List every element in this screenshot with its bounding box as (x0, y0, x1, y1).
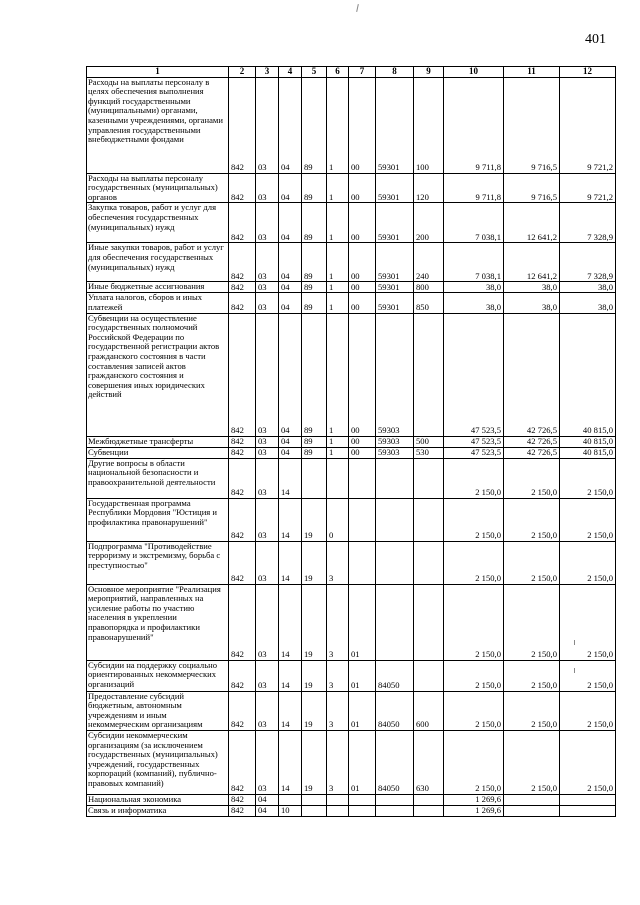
cell-program: 19 (302, 730, 327, 794)
cell-subsection: 14 (279, 730, 302, 794)
cell-event (349, 794, 376, 805)
cell-amount-year2: 12 641,2 (504, 203, 560, 243)
cell-name: Закупка товаров, работ и услуг для обеспечения государственных (муниципальных) нужд (87, 203, 229, 243)
cell-name: Субвенции (87, 447, 229, 458)
cell-amount-year3: 38,0 (560, 293, 616, 313)
cell-section: 03 (256, 730, 279, 794)
col-header: 2 (229, 67, 256, 78)
cell-event: 00 (349, 243, 376, 282)
cell-section: 03 (256, 173, 279, 203)
cell-amount-year1: 2 150,0 (444, 691, 504, 730)
page-number: 401 (585, 32, 606, 47)
cell-amount-year1: 9 711,8 (444, 77, 504, 173)
cell-amount-year2: 2 150,0 (504, 458, 560, 498)
cell-event (349, 458, 376, 498)
cell-amount-year2: 42 726,5 (504, 447, 560, 458)
cell-program: 89 (302, 203, 327, 243)
cell-amount-year2: 38,0 (504, 293, 560, 313)
table-row (87, 203, 616, 243)
cell-direction (376, 584, 414, 660)
cell-amount-year2: 12 641,2 (504, 243, 560, 282)
cell-subprogram: 1 (327, 293, 349, 313)
cell-ministry: 842 (229, 173, 256, 203)
table-row (87, 498, 616, 541)
cell-expense-type: 800 (414, 282, 444, 293)
cell-direction (376, 794, 414, 805)
cell-event: 00 (349, 77, 376, 173)
cell-event (349, 541, 376, 584)
cell-direction: 84050 (376, 730, 414, 794)
cell-program: 19 (302, 691, 327, 730)
table-row (87, 691, 616, 730)
cell-subprogram: 0 (327, 498, 349, 541)
cell-section: 03 (256, 203, 279, 243)
table-row (87, 584, 616, 660)
col-header: 1 (87, 67, 229, 78)
cell-amount-year1: 2 150,0 (444, 498, 504, 541)
cell-program: 89 (302, 436, 327, 447)
cell-amount-year2: 9 716,5 (504, 173, 560, 203)
cell-amount-year2: 2 150,0 (504, 541, 560, 584)
cell-ministry: 842 (229, 584, 256, 660)
cell-section: 04 (256, 805, 279, 816)
cell-ministry: 842 (229, 77, 256, 173)
cell-amount-year2: 42 726,5 (504, 313, 560, 436)
cell-section: 03 (256, 77, 279, 173)
cell-amount-year3: 7 328,9 (560, 243, 616, 282)
cell-ministry: 842 (229, 805, 256, 816)
cell-expense-type: 530 (414, 447, 444, 458)
cell-direction: 59301 (376, 243, 414, 282)
cell-name: Связь и информатика (87, 805, 229, 816)
cell-amount-year1: 9 711,8 (444, 173, 504, 203)
cell-amount-year3: 2 150,0 (560, 498, 616, 541)
cell-expense-type (414, 458, 444, 498)
cell-event (349, 498, 376, 541)
cell-section: 03 (256, 436, 279, 447)
cell-subsection: 04 (279, 282, 302, 293)
cell-amount-year1: 38,0 (444, 293, 504, 313)
cell-ministry: 842 (229, 498, 256, 541)
cell-direction: 59301 (376, 77, 414, 173)
cell-amount-year1: 47 523,5 (444, 436, 504, 447)
cell-direction: 59301 (376, 293, 414, 313)
cell-amount-year2: 2 150,0 (504, 660, 560, 691)
cell-direction: 59303 (376, 313, 414, 436)
cell-amount-year2: 2 150,0 (504, 691, 560, 730)
cell-section: 03 (256, 293, 279, 313)
cell-subsection: 10 (279, 805, 302, 816)
cell-expense-type (414, 660, 444, 691)
table-row (87, 730, 616, 794)
cell-direction: 59303 (376, 436, 414, 447)
cell-event: 01 (349, 584, 376, 660)
table-row (87, 293, 616, 313)
cell-subsection: 14 (279, 660, 302, 691)
cell-name: Иные закупки товаров, работ и услуг для обеспечения государственных (муниципальных) нужд (87, 243, 229, 282)
cell-subprogram (327, 794, 349, 805)
cell-amount-year1: 1 269,6 (444, 805, 504, 816)
cell-amount-year1: 2 150,0 (444, 584, 504, 660)
cell-name: Межбюджетные трансферты (87, 436, 229, 447)
cell-subsection: 04 (279, 447, 302, 458)
cell-event: 00 (349, 173, 376, 203)
cell-direction (376, 458, 414, 498)
cell-section: 03 (256, 584, 279, 660)
cell-ministry: 842 (229, 730, 256, 794)
cell-ministry: 842 (229, 293, 256, 313)
cell-name: Иные бюджетные ассигнования (87, 282, 229, 293)
cell-amount-year3: 40 815,0 (560, 436, 616, 447)
cell-subprogram: 3 (327, 730, 349, 794)
cell-ministry: 842 (229, 794, 256, 805)
table-row (87, 243, 616, 282)
cell-program (302, 805, 327, 816)
cell-expense-type: 120 (414, 173, 444, 203)
table-body (87, 77, 616, 816)
cell-ministry: 842 (229, 313, 256, 436)
table-row (87, 660, 616, 691)
cell-ministry: 842 (229, 660, 256, 691)
cell-subprogram: 1 (327, 203, 349, 243)
cell-event: 01 (349, 730, 376, 794)
cell-program (302, 794, 327, 805)
cell-subprogram: 3 (327, 584, 349, 660)
cell-amount-year2: 42 726,5 (504, 436, 560, 447)
cell-section: 03 (256, 498, 279, 541)
col-header: 10 (444, 67, 504, 78)
cell-program: 89 (302, 77, 327, 173)
cell-amount-year3 (560, 805, 616, 816)
scan-mark (356, 4, 359, 12)
cell-direction (376, 541, 414, 584)
cell-subprogram: 1 (327, 243, 349, 282)
cell-section: 03 (256, 660, 279, 691)
cell-amount-year2: 38,0 (504, 282, 560, 293)
cell-amount-year1: 1 269,6 (444, 794, 504, 805)
cell-ministry: 842 (229, 458, 256, 498)
cell-subsection: 14 (279, 691, 302, 730)
cell-subsection: 14 (279, 584, 302, 660)
cell-section: 03 (256, 447, 279, 458)
cell-ministry: 842 (229, 203, 256, 243)
cell-direction (376, 805, 414, 816)
col-header: 7 (349, 67, 376, 78)
cell-name: Расходы на выплаты персоналу в целях обеспечения выполнения функций государственными (муниципальными) органами, казенными учреждениями, органами управления государственными внебюджетными фондами (87, 77, 229, 173)
cell-event: 00 (349, 313, 376, 436)
col-header: 3 (256, 67, 279, 78)
cell-amount-year1: 2 150,0 (444, 458, 504, 498)
cell-direction: 84050 (376, 660, 414, 691)
cell-amount-year1: 2 150,0 (444, 541, 504, 584)
col-header: 11 (504, 67, 560, 78)
cell-subsection: 04 (279, 77, 302, 173)
cell-name: Другие вопросы в области национальной безопасности и правоохранительной деятельности (87, 458, 229, 498)
cell-program: 89 (302, 282, 327, 293)
cell-program: 89 (302, 293, 327, 313)
cell-event: 01 (349, 691, 376, 730)
cell-amount-year2 (504, 794, 560, 805)
cell-amount-year2: 2 150,0 (504, 584, 560, 660)
cell-name: Субсидии некоммерческим организациям (за исключением государственных (муниципальных) учреждений, государственных корпораций (компаний), публично-правовых компаний) (87, 730, 229, 794)
cell-ministry: 842 (229, 243, 256, 282)
cell-subprogram: 1 (327, 282, 349, 293)
cell-ministry: 842 (229, 691, 256, 730)
cell-subsection: 04 (279, 173, 302, 203)
cell-program: 89 (302, 313, 327, 436)
cell-amount-year3: 40 815,0 (560, 447, 616, 458)
cell-subsection: 04 (279, 243, 302, 282)
cell-section: 03 (256, 313, 279, 436)
cell-amount-year1: 2 150,0 (444, 660, 504, 691)
cell-ministry: 842 (229, 447, 256, 458)
cell-direction: 59303 (376, 447, 414, 458)
cell-expense-type (414, 498, 444, 541)
cell-subprogram (327, 458, 349, 498)
cell-subprogram: 3 (327, 541, 349, 584)
cell-expense-type (414, 794, 444, 805)
cell-ministry: 842 (229, 541, 256, 584)
cell-event: 01 (349, 660, 376, 691)
cell-event: 00 (349, 436, 376, 447)
table-row (87, 794, 616, 805)
cell-expense-type: 500 (414, 436, 444, 447)
cell-subsection: 04 (279, 313, 302, 436)
cell-ministry: 842 (229, 436, 256, 447)
cell-ministry: 842 (229, 282, 256, 293)
cell-event: 00 (349, 203, 376, 243)
cell-expense-type (414, 805, 444, 816)
cell-amount-year3: 40 815,0 (560, 313, 616, 436)
col-header: 4 (279, 67, 302, 78)
cell-event (349, 805, 376, 816)
cell-event: 00 (349, 447, 376, 458)
cell-amount-year3: 2 150,0 (560, 691, 616, 730)
cell-program: 19 (302, 541, 327, 584)
table-row (87, 458, 616, 498)
cell-subprogram: 3 (327, 691, 349, 730)
table-row (87, 173, 616, 203)
cell-name: Подпрограмма "Противодействие терроризму и экстремизму, борьба с преступностью" (87, 541, 229, 584)
cell-expense-type: 630 (414, 730, 444, 794)
col-header: 9 (414, 67, 444, 78)
cell-name: Национальная экономика (87, 794, 229, 805)
col-header: 5 (302, 67, 327, 78)
cell-event: 00 (349, 293, 376, 313)
cell-amount-year3: 38,0 (560, 282, 616, 293)
cell-direction: 59301 (376, 203, 414, 243)
cell-name: Государственная программа Республики Мордовия "Юстиция и профилактика правонарушений" (87, 498, 229, 541)
table-row (87, 436, 616, 447)
cell-subprogram: 3 (327, 660, 349, 691)
cell-amount-year1: 2 150,0 (444, 730, 504, 794)
cell-subprogram: 1 (327, 447, 349, 458)
cell-amount-year1: 38,0 (444, 282, 504, 293)
cell-subsection: 04 (279, 203, 302, 243)
cell-expense-type (414, 584, 444, 660)
cell-amount-year3: 2 150,0 (560, 660, 616, 691)
cell-subprogram: 1 (327, 77, 349, 173)
cell-direction: 59301 (376, 282, 414, 293)
cell-event: 00 (349, 282, 376, 293)
cell-direction: 84050 (376, 691, 414, 730)
cell-amount-year1: 47 523,5 (444, 313, 504, 436)
cell-amount-year1: 7 038,1 (444, 203, 504, 243)
cell-section: 03 (256, 458, 279, 498)
cell-amount-year2 (504, 805, 560, 816)
cell-subsection: 14 (279, 458, 302, 498)
budget-table (86, 66, 616, 817)
cell-expense-type: 600 (414, 691, 444, 730)
cell-amount-year3: 2 150,0 (560, 458, 616, 498)
cell-direction: 59301 (376, 173, 414, 203)
cell-subprogram: 1 (327, 313, 349, 436)
cell-amount-year3: 9 721,2 (560, 173, 616, 203)
cell-section: 03 (256, 282, 279, 293)
cell-expense-type: 240 (414, 243, 444, 282)
col-header: 6 (327, 67, 349, 78)
cell-program (302, 458, 327, 498)
cell-subprogram: 1 (327, 173, 349, 203)
cell-subsection: 14 (279, 498, 302, 541)
cell-amount-year3: 2 150,0 (560, 730, 616, 794)
col-header: 12 (560, 67, 616, 78)
cell-name: Субвенции на осуществление государственных полномочий Российской Федерации по государственной регистрации актов гражданского состояния в части составления записей актов гражданского состояния и совершения иных юридических действий (87, 313, 229, 436)
cell-amount-year1: 47 523,5 (444, 447, 504, 458)
cell-amount-year3: 2 150,0 (560, 541, 616, 584)
cell-program: 19 (302, 498, 327, 541)
cell-amount-year3: 9 721,2 (560, 77, 616, 173)
table-row (87, 541, 616, 584)
header-row (87, 67, 616, 78)
cell-expense-type: 100 (414, 77, 444, 173)
cell-subsection: 04 (279, 293, 302, 313)
cell-section: 04 (256, 794, 279, 805)
cell-amount-year2: 2 150,0 (504, 498, 560, 541)
table-row (87, 282, 616, 293)
cell-subsection: 04 (279, 436, 302, 447)
cell-amount-year2: 9 716,5 (504, 77, 560, 173)
cell-expense-type: 200 (414, 203, 444, 243)
cell-name: Основное мероприятие "Реализация мероприятий, направленных на усиление работы по участию населения в укреплении правопорядка и профилактики правонарушений" (87, 584, 229, 660)
cell-name: Расходы на выплаты персоналу государственных (муниципальных) органов (87, 173, 229, 203)
cell-subsection: 14 (279, 541, 302, 584)
cell-amount-year2: 2 150,0 (504, 730, 560, 794)
cell-subprogram: 1 (327, 436, 349, 447)
cell-subprogram (327, 805, 349, 816)
cell-program: 89 (302, 243, 327, 282)
table-row (87, 447, 616, 458)
cell-section: 03 (256, 243, 279, 282)
cell-expense-type (414, 541, 444, 584)
cell-name: Субсидии на поддержку социально ориентированных некоммерческих организаций (87, 660, 229, 691)
table-row (87, 805, 616, 816)
cell-subsection (279, 794, 302, 805)
cell-program: 89 (302, 447, 327, 458)
cell-expense-type: 850 (414, 293, 444, 313)
cell-name: Предоставление субсидий бюджетным, автономным учреждениям и иным некоммерческим организациям (87, 691, 229, 730)
cell-expense-type (414, 313, 444, 436)
cell-program: 19 (302, 584, 327, 660)
col-header: 8 (376, 67, 414, 78)
cell-section: 03 (256, 541, 279, 584)
table-row (87, 77, 616, 173)
cell-amount-year3 (560, 794, 616, 805)
cell-program: 89 (302, 173, 327, 203)
table-row (87, 313, 616, 436)
cell-section: 03 (256, 691, 279, 730)
cell-amount-year3: 2 150,0 (560, 584, 616, 660)
cell-direction (376, 498, 414, 541)
cell-amount-year3: 7 328,9 (560, 203, 616, 243)
cell-name: Уплата налогов, сборов и иных платежей (87, 293, 229, 313)
cell-program: 19 (302, 660, 327, 691)
cell-amount-year1: 7 038,1 (444, 243, 504, 282)
